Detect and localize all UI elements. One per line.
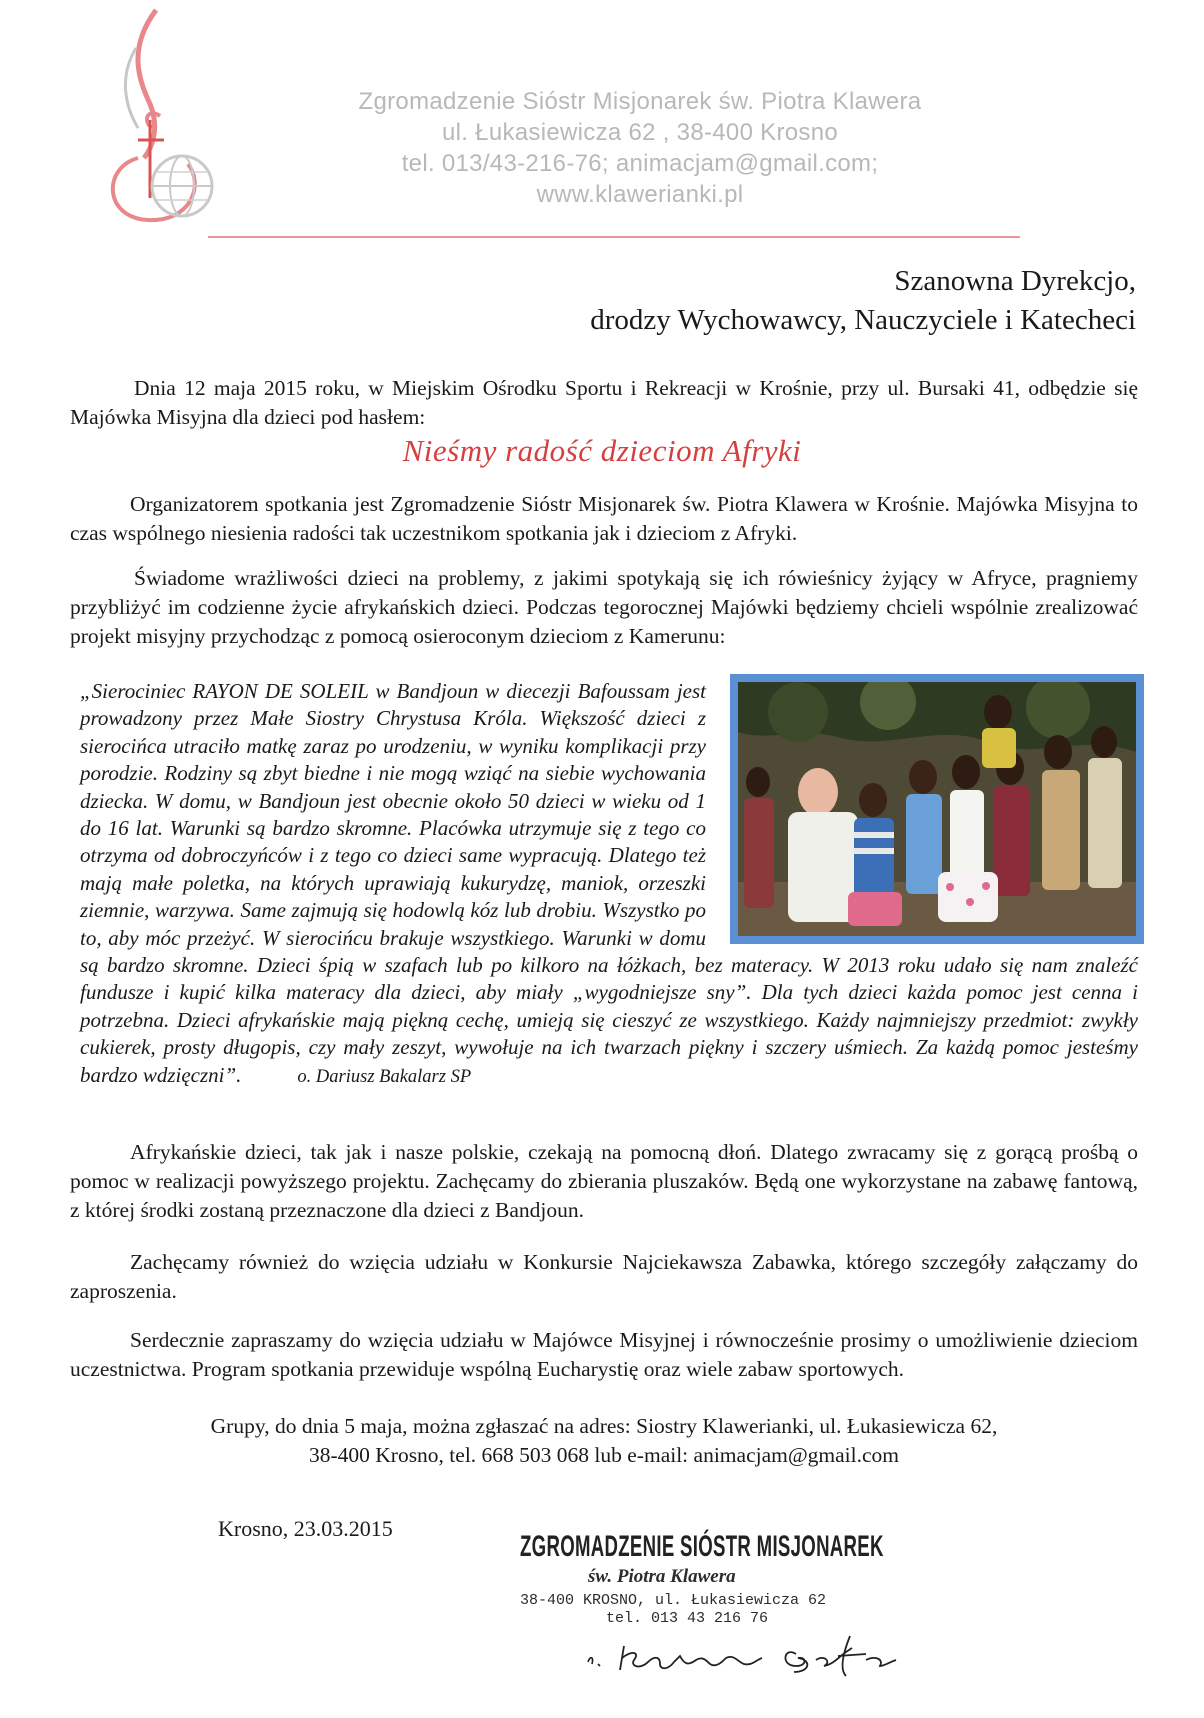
salutation-line: drodzy Wychowawcy, Nauczyciele i Katecheci — [590, 304, 1136, 336]
paragraph-text: Afrykańskie dzieci, tak jak i nasze polskie, czekają na pomocną dłoń. Dlatego zwracamy się z gorącą prośbą o pomoc w realizacji powyższego projektu. Zachęcamy do zbierania pluszaków. Będą one wykorzystane na zabawę fantową, z której środki zostaną przeznaczone dla dzieci z Bandjoun. — [70, 1140, 1138, 1222]
letterhead-rule — [208, 236, 1020, 238]
paragraph-appeal — [70, 1138, 1138, 1225]
stamp-line: tel. 013 43 216 76 — [606, 1610, 769, 1627]
quote-author: o. Dariusz Bakalarz SP — [297, 1066, 472, 1087]
children-photo-image — [738, 682, 1136, 936]
paragraph-text: Dnia 12 maja 2015 roku, w Miejskim Ośrodku Sportu i Rekreacji w Krośnie, przy ul. Bursaki 41, odbędzie się Majówka Misyjna dla dzieci pod hasłem: — [70, 376, 1138, 429]
paragraph-contest — [70, 1248, 1138, 1306]
letterhead-line: www.klawerianki.pl — [536, 181, 744, 208]
paragraph-organizer — [70, 490, 1138, 548]
quote-block — [80, 678, 1138, 1091]
registration-line: Grupy, do dnia 5 maja, można zgłaszać na adres: Siostry Klawerianki, ul. Łukasiewicza 62, — [210, 1414, 998, 1438]
registration-line: 38-400 Krosno, tel. 668 503 068 lub e-mail: animacjam@gmail.com — [308, 1443, 900, 1467]
paragraph-text: Serdecznie zapraszamy do wzięcia udziału w Majówce Misyjnej i równocześnie prosimy o umożliwienie dzieciom uczestnictwa. Program spotkania przewiduje wspólną Eucharystię oraz wiele zabaw sportowych. — [70, 1328, 1138, 1381]
paragraph-project — [70, 564, 1138, 651]
congregation-stamp — [520, 1530, 884, 1627]
stamp-line: 38-400 KROSNO, ul. Łukasiewicza 62 — [520, 1592, 827, 1609]
paragraph-text: Organizatorem spotkania jest Zgromadzenie Sióstr Misjonarek św. Piotra Klawera w Krośnie. Majówka Misyjna to czas wspólnego niesienia radości tak uczestnikom spotkania jak i dzieciom z Afryki. — [70, 492, 1138, 545]
children-photo — [730, 674, 1144, 944]
letterhead-line: Zgromadzenie Sióstr Misjonarek św. Piotra Klawera — [358, 88, 922, 115]
paragraph-registration — [70, 1412, 1138, 1470]
congregation-logo — [108, 8, 230, 228]
stamp-line: św. Piotra Klawera — [588, 1566, 736, 1587]
letterhead-line: tel. 013/43-216-76; animacjam@gmail.com; — [401, 150, 879, 177]
event-motto: Nieśmy radość dzieciom Afryki — [402, 433, 802, 468]
letterhead — [300, 86, 980, 210]
paragraph-text: Świadome wrażliwości dzieci na problemy, z jakimi spotykają się ich rówieśnicy żyjący w Afryce, pragniemy przybliżyć im codzienne życie afrykańskich dzieci. Podczas tegorocznej Majówki będziemy chcieli wspólnie zrealizować projekt misyjny przychodząc z pomocą osieroconym dzieciom z Kamerunu: — [70, 566, 1138, 648]
paragraph-invitation — [70, 1326, 1138, 1384]
paragraph-intro — [70, 374, 1138, 432]
salutation — [590, 262, 1136, 340]
handwritten-signature — [584, 1626, 924, 1686]
salutation-line: Szanowna Dyrekcjo, — [894, 265, 1136, 297]
quote-text: „Sierociniec RAYON DE SOLEIL w Bandjoun w diecezji Bafoussam jest prowadzony przez Małe Siostry Chrystusa Króla. Większość dzieci z sierocińca utraciło matkę zaraz po urodzeniu, w wyniku komplikacji przy porodzie. Rodziny są zbyt biedne i nie mogą wziąć na siebie wychowania dziecka. W domu, w Bandjoun jest obecnie około 50 dzieci w wieku od 1 do 16 lat. Warunki są bardzo skromne. Placówka utrzymuje się z tego co otrzyma od dobroczyńców i z tego co dzieci same wypracują. Dlatego też mają małe poletka, na których uprawiają kukurydzę, maniok, orzeszki ziemnie, warzywa. Same zajmują się hodowlą kóz lub drobiu. Wszystko po to, aby móc przeżyć. W sierocińcu brakuje wszystkiego. Warunki w domu są bardzo skromne. Dzieci śpią w szafach lub po kilkoro na łóżkach, bez materacy. W 2013 roku udało się nam znaleźć fundusze i kupić kilka materacy dla dzieci, aby miały „wygodniejsze sny”. Dla tych dzieci każda pomoc jest cenna i potrzebna. Dzieci afrykańskie mają piękną cechę, umieją się cieszyć ze wszystkiego. Każdy najmniejszy przedmiot: zwykły cukierek, prosty długopis, czy mały zeszyt, wywołuje na ich twarzach piękny i szczery uśmiech. Za każdą pomoc jesteśmy bardzo wdzięczni”. — [80, 679, 1138, 1087]
paragraph-text: Zachęcamy również do wzięcia udziału w Konkursie Najciekawsza Zabawka, którego szczegóły załączamy do zaproszenia. — [70, 1250, 1138, 1303]
stamp-line: ZGROMADZENIE SIÓSTR MISJONAREK — [520, 1530, 884, 1563]
letter-date: Krosno, 23.03.2015 — [218, 1516, 393, 1541]
letterhead-line: ul. Łukasiewicza 62 , 38-400 Krosno — [441, 119, 839, 146]
